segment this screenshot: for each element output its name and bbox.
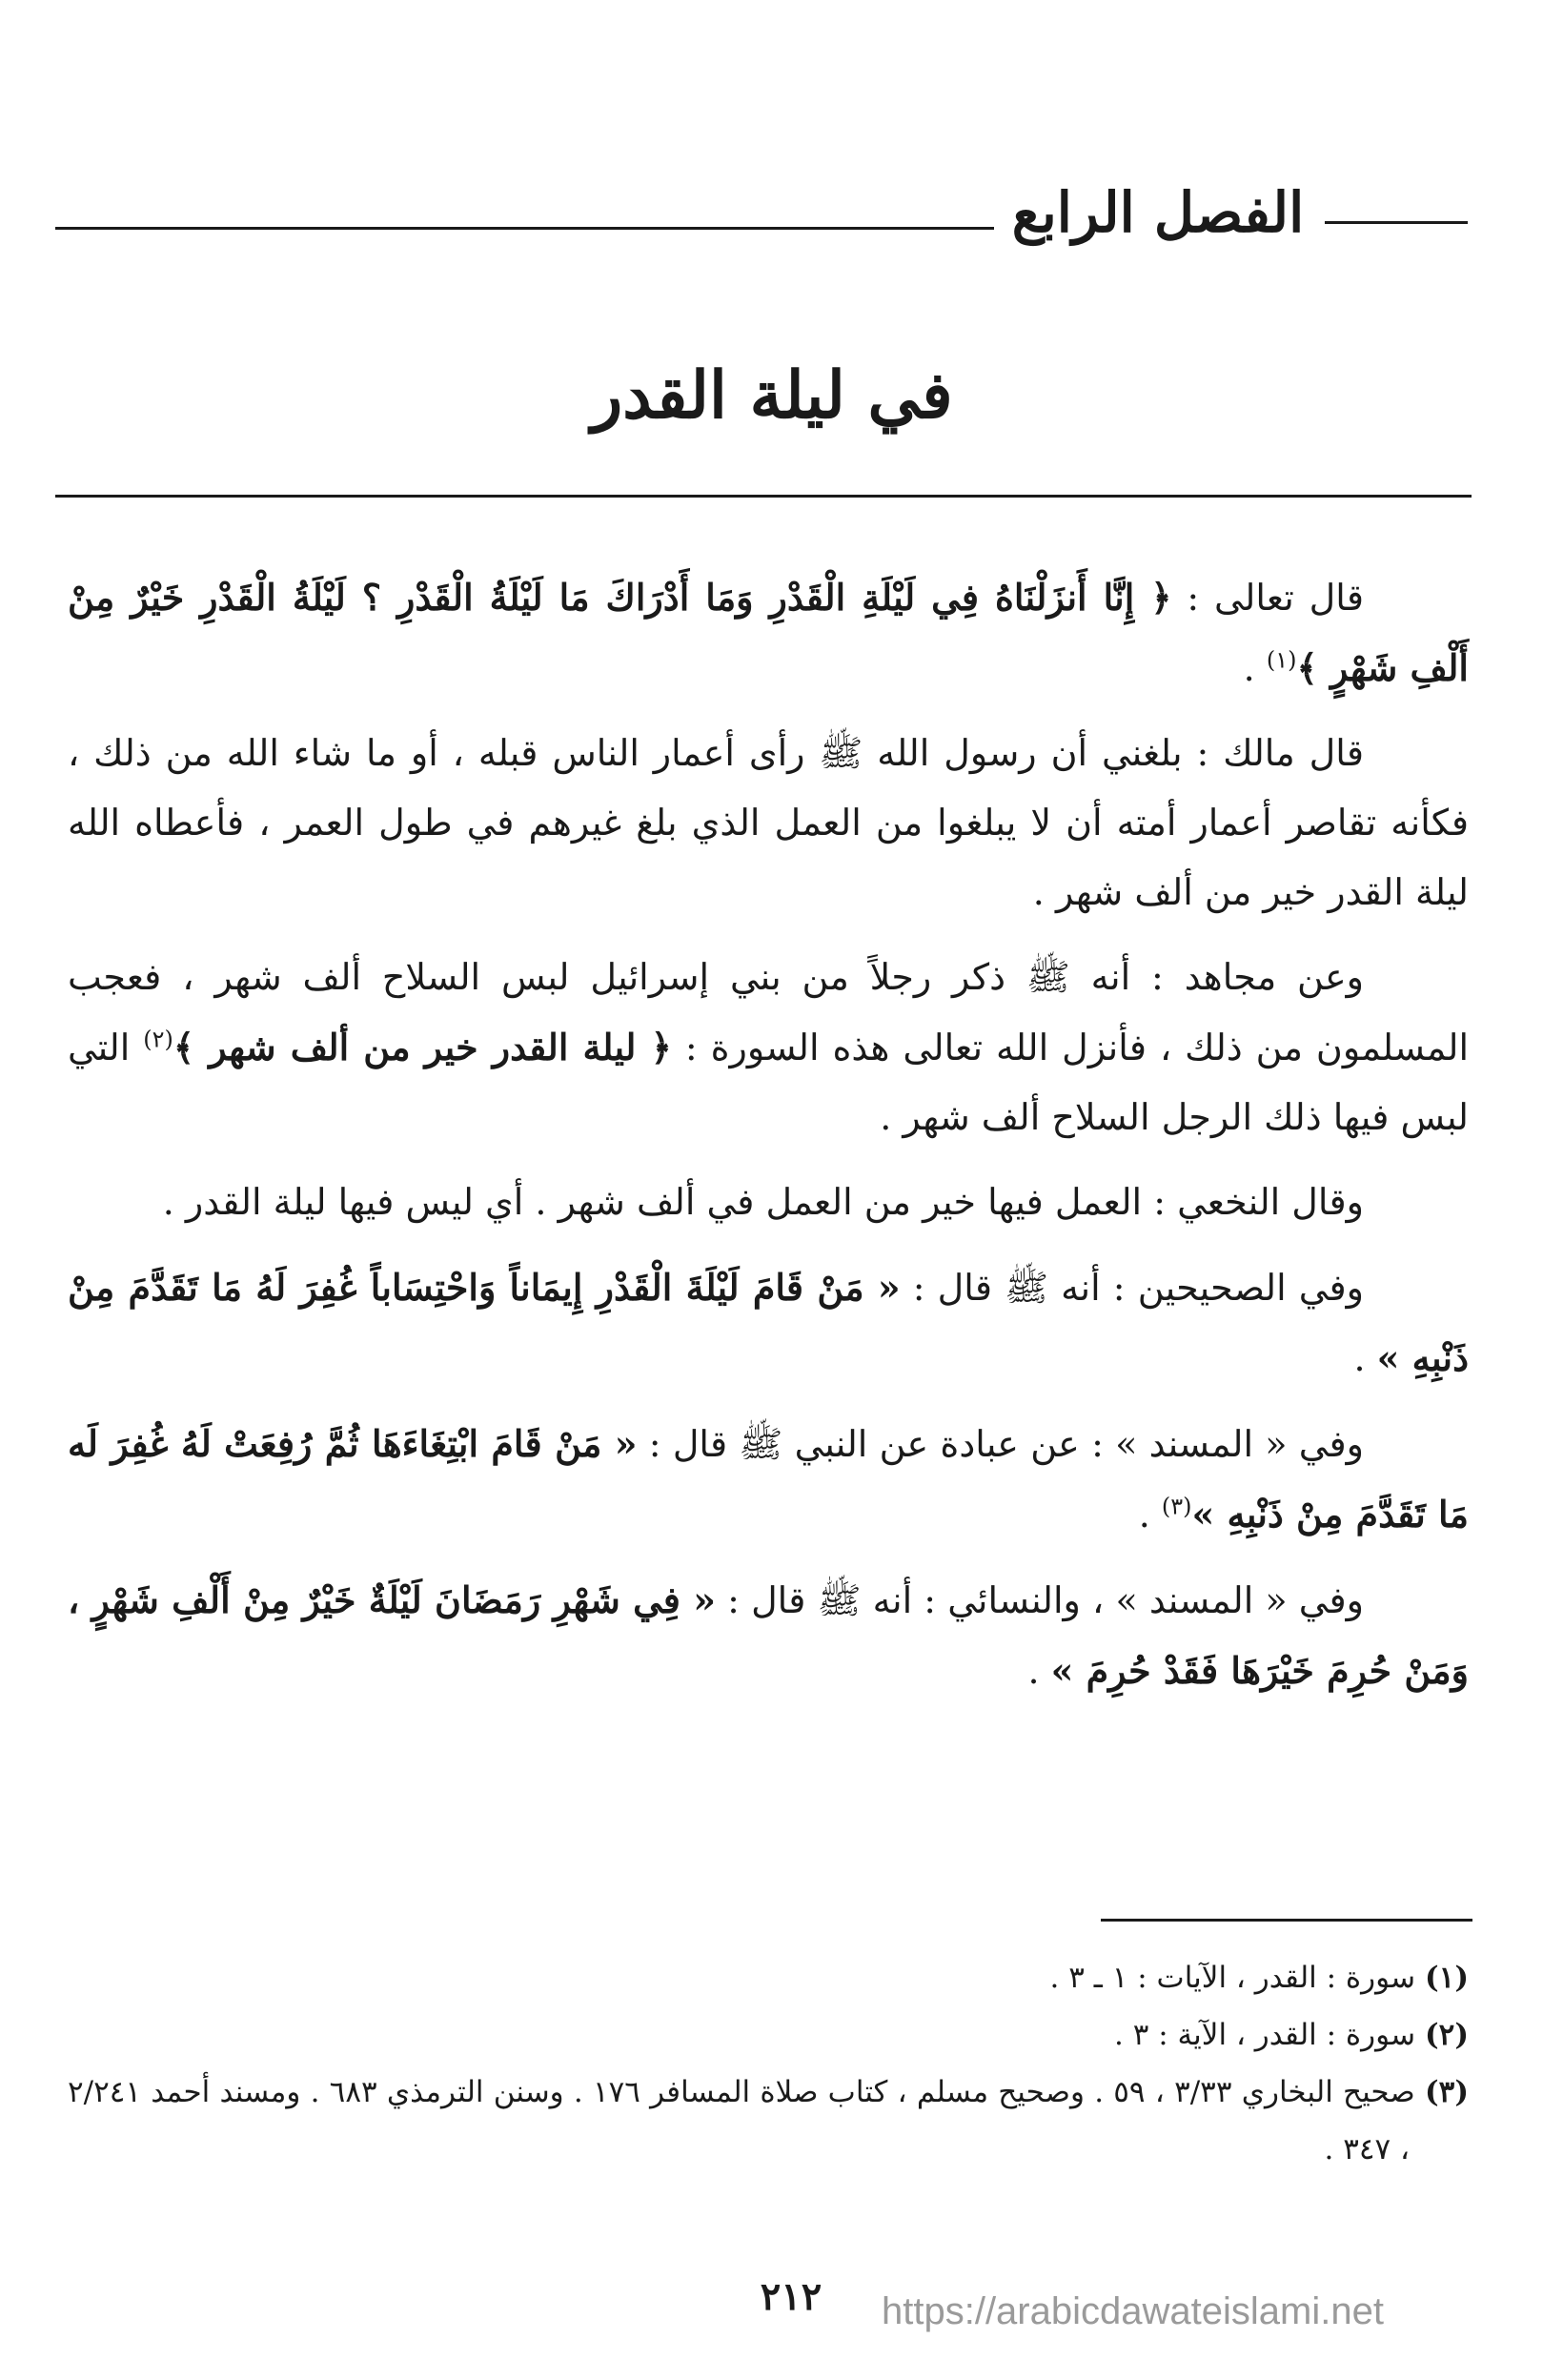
paragraph-musnad-nasai xyxy=(68,1565,1469,1706)
paragraph-quran-verse xyxy=(68,562,1469,703)
footnote-text: سورة : القدر ، الآية : ٣ . xyxy=(1114,2018,1416,2052)
footnote-ref: (٣) xyxy=(1161,1493,1192,1520)
paragraph-outro: . xyxy=(1138,1494,1162,1536)
footnote-number: (٢) xyxy=(1425,2018,1469,2052)
main-text xyxy=(68,562,1469,1706)
paragraph-intro: وعن مجاهد : أنه ﷺ ذكر رجلاً من بني إسرائيل لبس السلاح ألف شهر ، فعجب المسلمون من ذلك ، فأنزل الله تعالى هذه السورة : xyxy=(68,956,1470,1068)
footnotes xyxy=(68,1949,1469,2178)
footnote-number: (١) xyxy=(1425,1961,1469,1995)
paragraph-text: وقال النخعي : العمل فيها خير من العمل في ألف شهر . أي ليس فيها ليلة القدر . xyxy=(162,1181,1364,1223)
paragraph-mujahid xyxy=(68,943,1469,1152)
paragraph-nakhai xyxy=(68,1168,1469,1237)
quran-quote: ﴿ إِنَّا أَنزَلْنَاهُ فِي لَيْلَةِ الْقَدْرِ وَمَا أَدْرَاكَ مَا لَيْلَةُ الْقَدْرِ ؟ لَيْلَةُ الْقَدْرِ خَيْرٌ مِنْ أَلْفِ شَهْرٍ ﴾ xyxy=(68,576,1469,689)
paragraph-musnad-ubada xyxy=(68,1409,1469,1550)
quran-quote: ﴿ ليلة القدر خير من ألف شهر ﴾ xyxy=(173,1026,672,1068)
paragraph-outro: التي لبس فيها ذلك الرجل السلاح ألف شهر . xyxy=(68,1027,1469,1138)
paragraph-text: قال مالك : بلغني أن رسول الله ﷺ رأى أعمار الناس قبله ، أو ما شاء الله من ذلك ، فكأنه تقاصر أعمار أمته أن لا يبلغوا من العمل الذي بلغ غيرهم في طول العمر ، فأعطاه الله ليلة القدر خير من ألف شهر . xyxy=(68,732,1469,913)
title-rule xyxy=(55,495,1472,498)
paragraph-outro: . xyxy=(1353,1337,1377,1379)
footnote-text: سورة : القدر ، الآيات : ١ ـ ٣ . xyxy=(1049,1961,1416,1995)
footnote-ref: (١) xyxy=(1266,646,1297,674)
hadith-quote: « مَنْ قَامَ لَيْلَةَ الْقَدْرِ إِيمَاناً وَاحْتِسَاباً غُفِرَ لَهُ مَا تَقَدَّمَ مِنْ ذَنْبِهِ » xyxy=(68,1266,1469,1379)
footnote-item xyxy=(68,2006,1469,2064)
footnote-separator xyxy=(1101,1919,1472,1922)
paragraph-intro: وفي « المسند » : عن عبادة عن النبي ﷺ قال : xyxy=(637,1423,1364,1465)
chapter-label: الفصل الرابع xyxy=(1011,180,1305,245)
section-title: في ليلة القدر xyxy=(591,357,953,434)
hadith-quote: « مَنْ قَامَ ابْتِغَاءَهَا ثُمَّ رُفِعَتْ لَهُ غُفِرَ لَه مَا تَقَدَّمَ مِنْ ذَنْبِهِ » xyxy=(68,1422,1469,1536)
watermark-url: https://arabicdawateislami.net xyxy=(882,2290,1384,2332)
footnote-number: (٣) xyxy=(1425,2075,1469,2109)
footnote-ref: (٢) xyxy=(143,1026,173,1053)
paragraph-intro: قال تعالى : xyxy=(1171,577,1364,619)
paragraph-sahihayn xyxy=(68,1252,1469,1393)
paragraph-intro: وفي الصحيحين : أنه ﷺ قال : xyxy=(900,1267,1364,1309)
footnote-text: صحيح البخاري ٣/٣٣ ، ٥٩ . وصحيح مسلم ، كتاب صلاة المسافر ١٧٦ . وسنن الترمذي ٦٨٣ . ومسند أحمد ٢/٢٤١ ، ٣٤٧ . xyxy=(68,2075,1415,2166)
header-rule-right xyxy=(1325,221,1468,224)
paragraph-malik xyxy=(68,719,1469,927)
hadith-quote: « فِي شَهْرِ رَمَضَانَ لَيْلَةٌ خَيْرٌ مِنْ أَلْفِ شَهْرٍ ، وَمَنْ حُرِمَ خَيْرَهَا فَقَدْ حُرِمَ » xyxy=(68,1578,1469,1692)
paragraph-outro: . xyxy=(1243,647,1267,689)
paragraph-intro: وفي « المسند » ، والنسائي : أنه ﷺ قال : xyxy=(715,1579,1364,1621)
footnote-item xyxy=(68,2064,1469,2178)
header-rule-left xyxy=(55,227,994,230)
footnote-item xyxy=(68,1949,1469,2006)
paragraph-outro: . xyxy=(1027,1650,1051,1692)
page-number: ٢١٢ xyxy=(760,2274,822,2319)
